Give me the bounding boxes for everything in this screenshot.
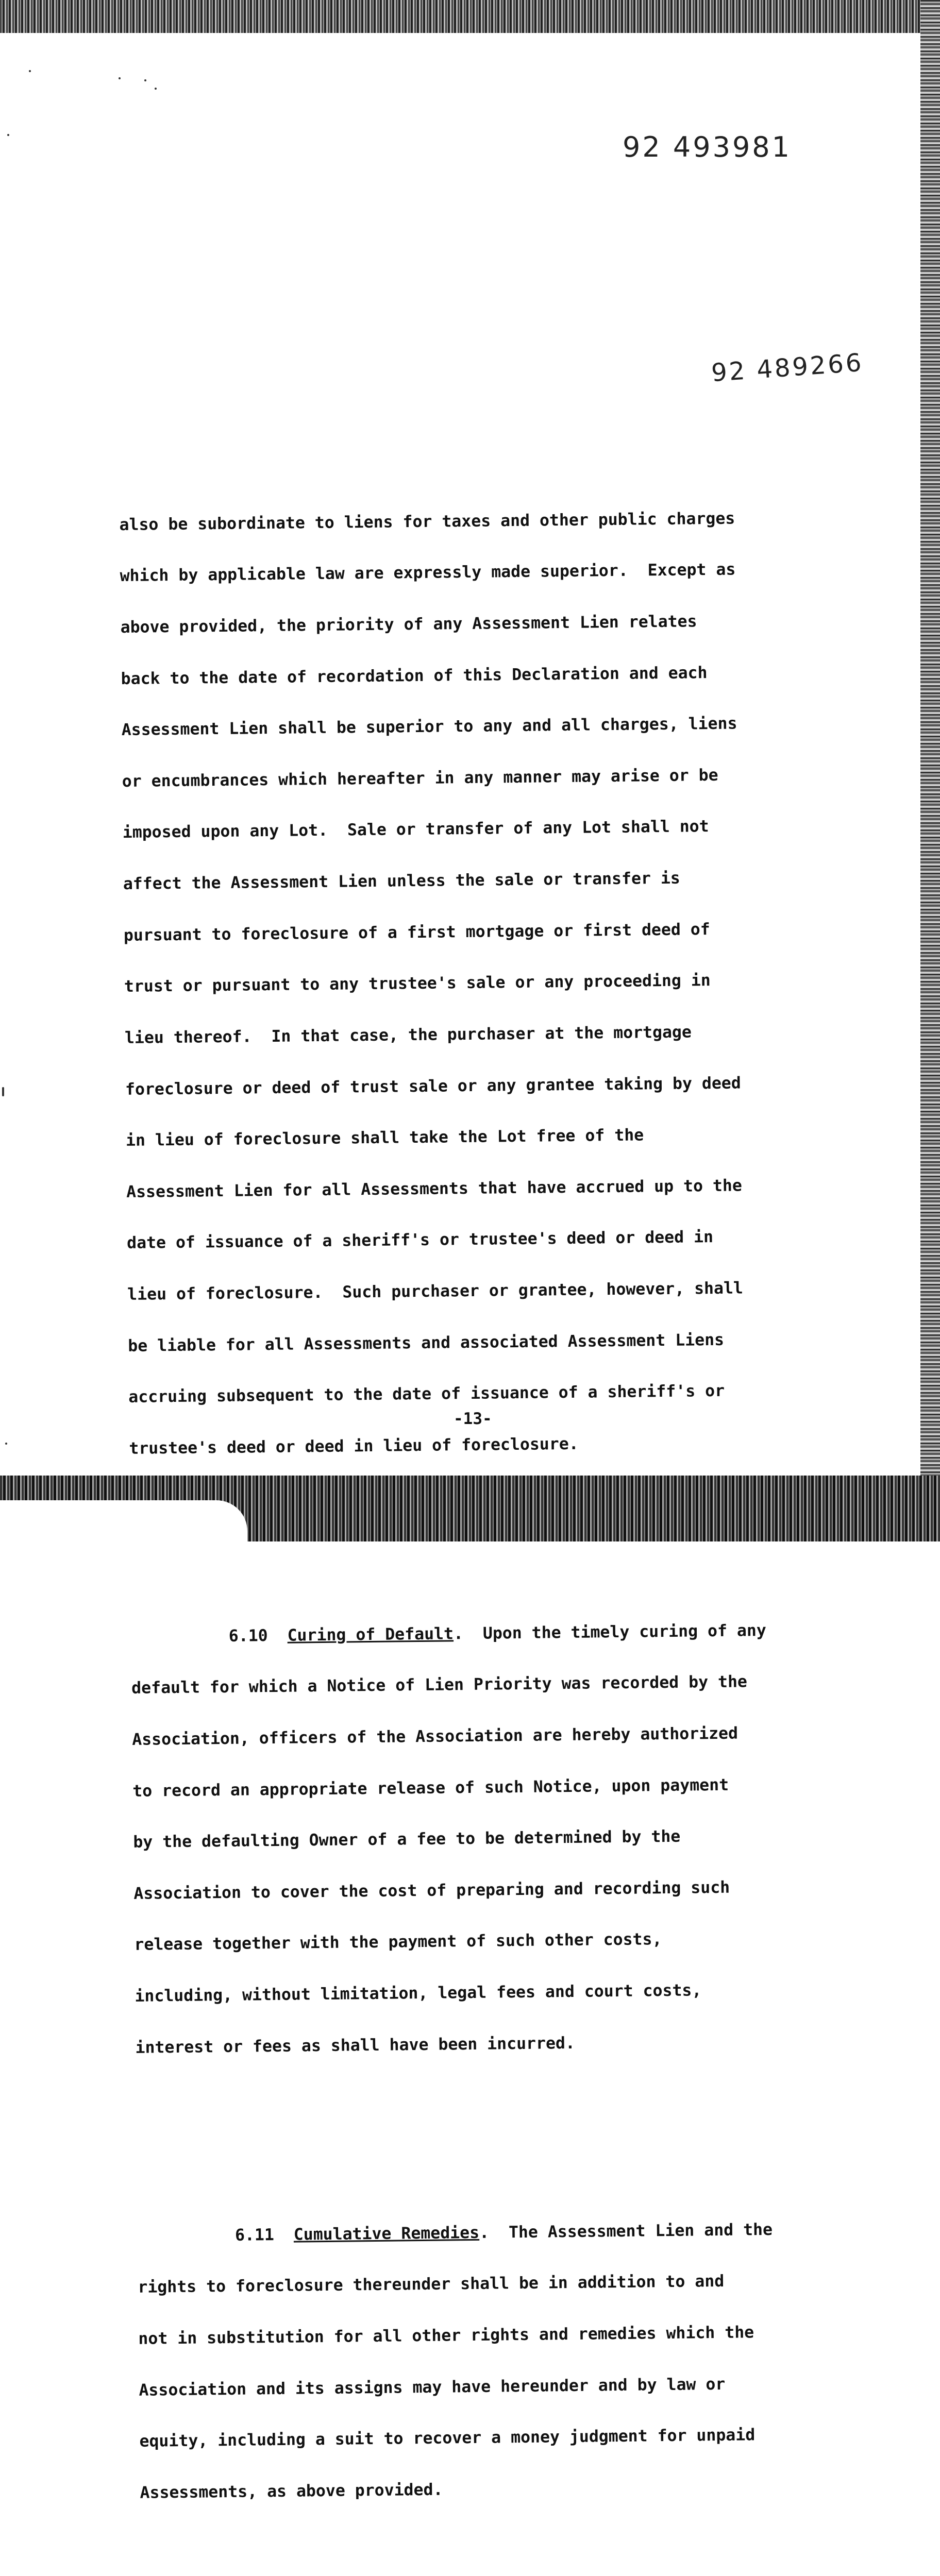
scan-noise-right <box>920 0 940 1541</box>
text-line: interest or fees as shall have been incurred. <box>135 2033 576 2057</box>
text-line: be liable for all Assessments and associated Assessment Liens <box>128 1330 725 1355</box>
document-number-stamp-upper: 92 493981 <box>623 131 792 163</box>
text-line: including, without limitation, legal fees and court costs, <box>135 1981 702 2006</box>
scan-speck <box>2 1087 4 1096</box>
section-number: 6.10 <box>228 1626 268 1646</box>
scan-noise-top <box>0 0 940 33</box>
scan-speck <box>155 88 157 90</box>
text-line: not in substitution for all other rights and remedies which the <box>138 2323 754 2348</box>
text-line: Assessment Lien shall be superior to any and all charges, liens <box>121 714 737 740</box>
text-line: Association to cover the cost of preparing and recording such <box>133 1878 730 1903</box>
section-6-11 <box>137 2187 857 2536</box>
section-heading: Curing of Default <box>287 1624 454 1645</box>
section-first-line <box>137 2221 853 2245</box>
text-line: Assessments, as above provided. <box>140 2480 443 2502</box>
text-line: back to the date of recordation of this Declaration and each <box>121 663 708 688</box>
text-line: foreclosure or deed of trust sale or any grantee taking by deed <box>125 1073 741 1099</box>
scan-speck <box>29 70 31 72</box>
text-line: affect the Assessment Lien unless the sale or transfer is <box>123 869 680 894</box>
section-first-line-text: . The Assessment Lien and the <box>479 2220 773 2242</box>
page-number: -13- <box>454 1410 492 1428</box>
continuation-paragraph <box>119 475 846 1492</box>
section-6-10 <box>130 1587 852 2091</box>
text-line: accruing subsequent to the date of issuance of a sheriff's or <box>128 1381 725 1407</box>
text-line: trust or pursuant to any trustee's sale or any proceeding in <box>124 971 711 996</box>
text-line: date of issuance of a sheriff's or trustee's deed or deed in <box>126 1228 714 1253</box>
text-line: release together with the payment of such other costs, <box>134 1930 662 1955</box>
text-line: also be subordinate to liens for taxes and other public charges <box>119 509 735 534</box>
text-line: in lieu of foreclosure shall take the Lot free of the <box>125 1126 644 1150</box>
text-line: or encumbrances which hereafter in any manner may arise or be <box>122 766 718 791</box>
document-body <box>119 440 867 2576</box>
text-line: which by applicable law are expressly made superior. Except as <box>120 560 736 586</box>
text-line: pursuant to foreclosure of a first mortgage or first deed of <box>123 920 710 945</box>
text-line: imposed upon any Lot. Sale or transfer of any Lot shall not <box>122 817 709 842</box>
document-number-stamp-lower: 92 489266 <box>710 348 865 388</box>
text-line: by the defaulting Owner of a fee to be determined by the <box>133 1827 681 1852</box>
section-heading: Cumulative Remedies <box>293 2223 480 2244</box>
text-line: rights to foreclosure thereunder shall be in addition to and <box>138 2272 725 2297</box>
text-line: equity, including a suit to recover a money judgment for unpaid <box>139 2426 756 2451</box>
section-first-line-text: . Upon the timely curing of any <box>453 1621 767 1643</box>
text-line: above provided, the priority of any Assessment Lien relates <box>120 612 697 637</box>
text-line: Assessment Lien for all Assessments that have accrued up to the <box>126 1176 743 1201</box>
text-line: Association, officers of the Association are hereby authorized <box>132 1724 738 1749</box>
text-line: Association and its assigns may have hereunder and by law or <box>139 2375 726 2400</box>
text-line: default for which a Notice of Lien Priority was recorded by the <box>131 1672 748 1698</box>
text-line: trustee's deed or deed in lieu of foreclosure. <box>129 1434 579 1458</box>
section-first-line <box>131 1621 847 1646</box>
scan-speck <box>5 1443 7 1445</box>
scan-speck <box>144 79 146 81</box>
scan-speck <box>7 134 9 136</box>
text-line: lieu thereof. In that case, the purchaser at the mortgage <box>124 1023 692 1047</box>
scan-speck <box>119 77 121 79</box>
text-line: to record an appropriate release of such Notice, upon payment <box>132 1775 729 1801</box>
section-number: 6.11 <box>234 2225 275 2245</box>
text-line: lieu of foreclosure. Such purchaser or grantee, however, shall <box>127 1279 744 1304</box>
